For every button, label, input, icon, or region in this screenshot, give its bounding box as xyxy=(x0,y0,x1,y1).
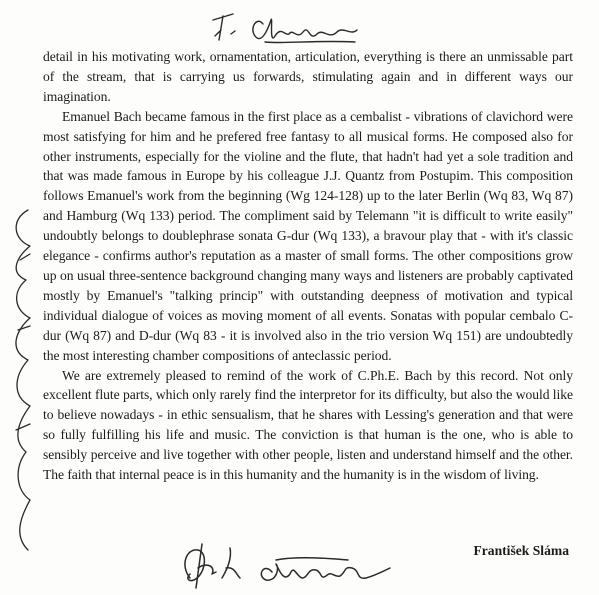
paragraph-1: detail in his motivating work, ornamentation, articulation, everything is there an unmissable part of the stream, that is carrying us forwards, stimulating again and in different ways our imagination. xyxy=(43,49,573,104)
handwritten-signature-top xyxy=(205,6,370,52)
handwritten-signature-bottom xyxy=(176,538,406,594)
handwritten-signature-margin xyxy=(0,200,40,560)
author-name: František Sláma xyxy=(473,543,569,558)
paragraph-2: Emanuel Bach became famous in the first place as a cembalist - vibrations of clavichord were most satisfying for him and he prefered free fantasy to all musical forms. He composed also for other instruments, especially for the violine and the flute, that hadn't had yet a sole tradition and that was made famous in Europe by his colleague J.J. Quantz from Postupim. This composition follows Emanuel's work from the beginning (Wg 124-128) up to the later Berlin (Wq 83, Wq 87) and Hamburg (Wq 133) period. The compliment said by Telemann "it is difficult to write easily" undoubtly belongs to doublephrase sonata G-dur (Wq 133), a bravour play that - with it's classic elegance - confirms author's reputation as a master of small forms. The other compositions grow up on usual three-sentence background changing many ways and listeners are probably captivated mostly by Emanuel's "talking princip" with outstanding deepness of motivation and typical individual dialogue of voices as moving moment of all events. Sonatas with popular cembalo C-dur (Wq 87) and D-dur (Wq 83 - it is involved also in the trio version Wq 151) are undoubtedly the most interesting chamber compositions of anteclassic period. xyxy=(43,108,573,363)
paragraph-3: We are extremely pleased to remind of the work of C.Ph.E. Bach by this record. Not only excellent flute parts, which only rarely find the interpretor for its difficulty, but also the would like to believe nowadays - in ethic sensualism, that he shares with Lessing's generation and that were so fully fulfilling his life and music. The conviction is that human is the one, who is able to sensibly perceive and live together with other people, listen and understand himself and the other. The faith that internal peace is in this humanity and the humanity is in the wisdom of living. xyxy=(43,367,573,483)
body-text xyxy=(43,47,573,485)
